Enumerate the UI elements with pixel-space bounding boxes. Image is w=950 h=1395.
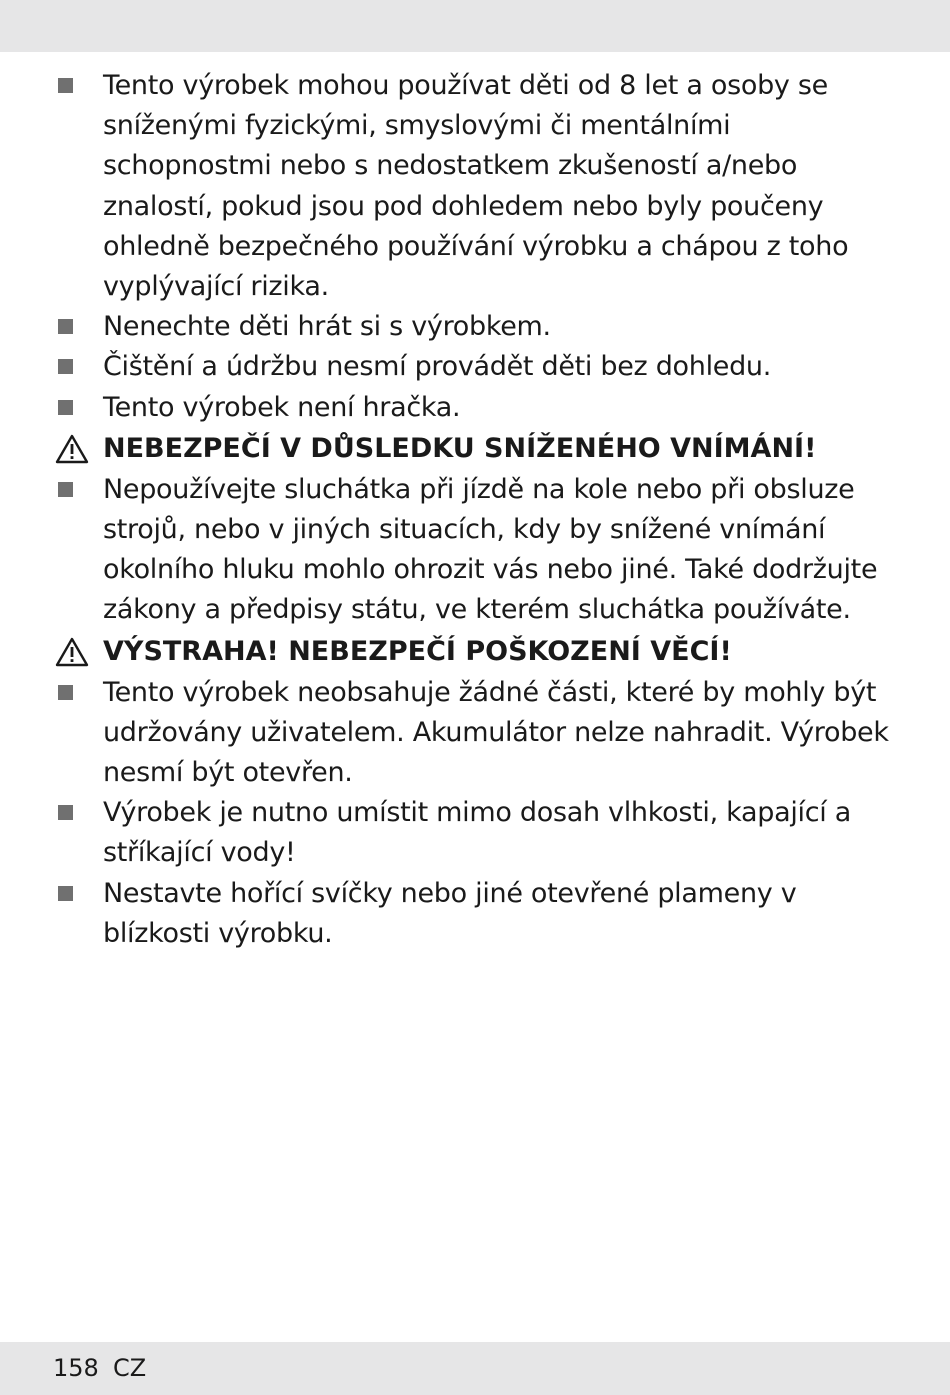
list-item-text: Tento výrobek není hračka. — [103, 391, 461, 423]
square-bullet-icon — [58, 319, 73, 334]
list-item — [0, 66, 950, 307]
header-band — [0, 0, 950, 52]
warning-triangle-icon — [55, 434, 89, 464]
safety-instructions — [0, 66, 950, 954]
square-bullet-icon — [58, 400, 73, 415]
perception-warning-heading — [0, 428, 950, 470]
square-bullet-icon — [58, 886, 73, 901]
list-item — [0, 347, 950, 387]
list-item-text: Tento výrobek mohou používat děti od 8 let a osoby se sníženými fyzickými, smyslovými či mentálními schopnostmi nebo s nedostatkem zkušeností a/nebo znalostí, pokud jsou pod dohledem nebo byly poučeny ohledně bezpečného používání výrobku a chápou z toho vyplývající rizika. — [103, 70, 849, 303]
list-item — [0, 470, 950, 631]
square-bullet-icon — [58, 78, 73, 93]
language-code: CZ — [113, 1354, 147, 1382]
square-bullet-icon — [58, 685, 73, 700]
list-item — [0, 307, 950, 347]
square-bullet-icon — [58, 359, 73, 374]
list-item-text: Nenechte děti hrát si s výrobkem. — [103, 311, 551, 343]
square-bullet-icon — [58, 482, 73, 497]
page-number: 158 — [53, 1354, 99, 1382]
list-item — [0, 793, 950, 873]
list-item — [0, 388, 950, 428]
square-bullet-icon — [58, 805, 73, 820]
list-item-text: Výrobek je nutno umístit mimo dosah vlhkosti, kapající a stříkající vody! — [103, 797, 852, 869]
warning-triangle-icon — [55, 637, 89, 667]
list-item — [0, 673, 950, 794]
damage-warning-heading — [0, 631, 950, 673]
list-item-text: Tento výrobek neobsahuje žádné části, které by mohly být udržovány uživatelem. Akumulátor nelze nahradit. Výrobek nesmí být otevřen. — [103, 676, 889, 789]
heading-text: NEBEZPEČÍ V DŮSLEDKU SNÍŽENÉHO VNÍMÁNÍ! — [103, 432, 817, 464]
list-item-text: Nepoužívejte sluchátka při jízdě na kole nebo při obsluze strojů, nebo v jiných situacích, kdy by snížené vnímání okolního hluku mohlo ohrozit vás nebo jiné. Také dodržujte zákony a předpisy státu, ve kterém sluchátka používáte. — [103, 473, 878, 626]
list-item — [0, 874, 950, 954]
heading-text: VÝSTRAHA! NEBEZPEČÍ POŠKOZENÍ VĚCÍ! — [103, 635, 732, 667]
list-item-text: Nestavte hořící svíčky nebo jiné otevřené plameny v blízkosti výrobku. — [103, 877, 797, 949]
list-item-text: Čištění a údržbu nesmí provádět děti bez dohledu. — [103, 351, 772, 383]
